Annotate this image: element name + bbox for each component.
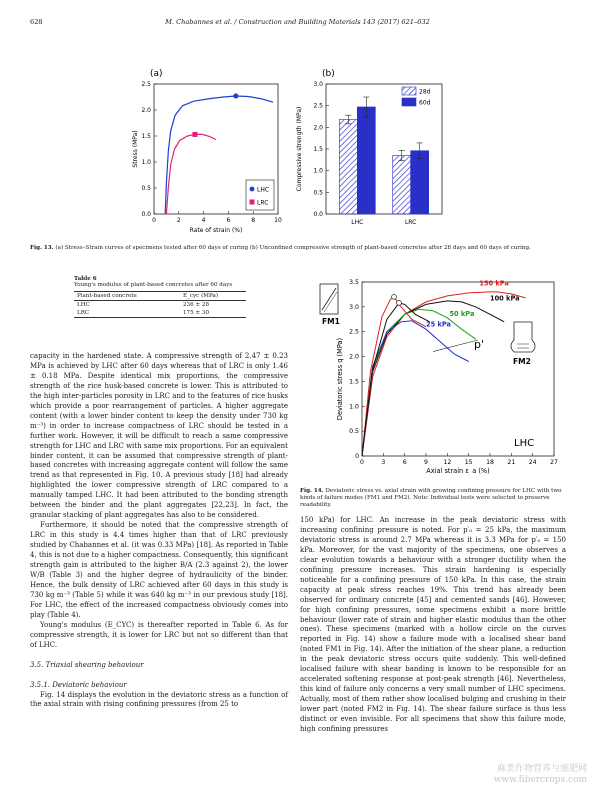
panel-label-b: (b)	[322, 69, 335, 79]
x-tick-label: 6	[226, 217, 231, 224]
y-tick-label: 2.0	[141, 107, 151, 114]
table-row	[74, 309, 246, 318]
figure-13a-stress-strain-chart	[128, 64, 290, 242]
table-row	[74, 301, 246, 310]
figure-14-deviatoric-chart	[318, 278, 564, 474]
x-tick-label: 21	[507, 459, 516, 466]
y-tick-label: 3.0	[313, 81, 323, 88]
legend-label: LHC	[257, 186, 270, 194]
lhc-panel-label: LHC	[514, 438, 535, 449]
fm1-label: FM1	[322, 317, 340, 326]
x-tick-label: 6	[402, 459, 407, 466]
x-tick-label: 3	[381, 459, 386, 466]
y-tick-label: 2.5	[141, 81, 151, 88]
right-text-column	[300, 516, 566, 735]
x-tick-label: 10	[274, 217, 282, 224]
y-tick-label: 2.0	[349, 353, 359, 361]
section-heading: 3.5. Triaxial shearing behaviour	[30, 660, 144, 669]
page-number: 628	[30, 18, 43, 26]
series-line-lrc	[166, 134, 216, 214]
paragraph: capacity in the hardened state. A compressive strength of 2.47 ± 0.23 MPa is achieved by LHC after 60 days whereas that of LRC is only 1.46 ± 0.18 MPa. Despite identical mix proportions, the compressive strength of the rice husk-based concrete is lower. This is attributed to the high inter-particles porosity in LRC and to the features of rice husks which provide a poor rearrangement of particles. A higher aggregate content (with a lower binder content to keep the density under 730 kg m⁻³) in order to increase compactness of LRC should be tested in a further work. However, it will be difficult to reach a same compressive strength for LHC and LRC with same mix proportions. For an equivalent binder content, it can be assumed that compressive strength of plant-based concretes with increasing aggregate content will follow the same trend as that represented in Fig. 10. A previous study [18] had already highlighted the lower compressive strength of LRC compared to a manually tamped LHC. It had been attributed to the bonding strength between the binder and the plant aggregates [22,23]. In fact, the granular stacking of plant aggregates has also to be considered.	[30, 352, 288, 520]
table-6	[74, 276, 246, 318]
x-tick-label: 0	[360, 459, 364, 466]
y-tick-label: 1.0	[141, 159, 151, 166]
journal-reference: M. Chabannes et al. / Construction and Building Materials 143 (2017) 621–632	[165, 18, 430, 26]
legend-marker	[250, 200, 255, 205]
watermark-line-2: www.fibercrops.com	[493, 775, 587, 785]
hollow-circle-marker	[397, 300, 402, 305]
legend-label: 60d	[419, 99, 431, 107]
y-tick-label: 0.5	[141, 185, 151, 192]
figure-13-caption-text: (a) Stress–Strain curves of specimens tested after 60 days of curing (b) Unconfined compressive strength of plant-based concretes after 28 days and 60 days of curing.	[55, 245, 531, 251]
x-tick-label: 8	[251, 217, 256, 224]
y-tick-label: 1.5	[349, 378, 359, 386]
y-tick-label: 0	[355, 453, 359, 460]
pressure-label: 150 kPa	[479, 279, 509, 288]
x-tick-label: 24	[528, 459, 537, 466]
fm2-specimen-icon	[511, 322, 535, 352]
x-tick-label: 0	[152, 217, 156, 224]
pressure-label: 50 kPa	[449, 309, 475, 318]
paragraph: 150 kPa) for LHC. An increase in the peak deviatoric stress with increasing confining pressure is noted. For p′₀ = 25 kPa, the maximum deviatoric stress is around 2.7 MPa whereas it is 3.3 MPa for p′₀ = 150 kPa. Moreover, for the vast majority of the specimens, one observes a clear evolution towards a behaviour with a stronger ductility when the confining pressure increases. This strain hardening is especially noticeable for a confining pressure of 150 kPa. In this case, the strain capacity at peak stress reaches 19%. This trend has already been observed for ordinary concrete [45] and cemented sands [46]. However, for high confining pressures, some specimens exhibit a more brittle behaviour (lower rate of strain and higher elastic modulus than the other ones). These specimens (marked with a hollow circle on the curves reported in Fig. 14) show a failure mode with a localised shear band (noted FM1 in Fig. 14). After the initiation of the shear plane, a reduction in the peak deviatoric stress occurs quite suddenly. This well-defined localised failure with shear banding is known to be responsible for an accelerated softening response at post-peak strength [46]. Nevertheless, this kind of failure only concerns a very small number of LHC specimens. Actually, most of them rather show localised bulging and crushing in their lower part (noted FM2 in Fig. 14). The shear failure surface is thus less distinct or even invisible. For all specimens that show this failure mode, high confining pressures	[300, 516, 566, 734]
x-axis-label: Rate of strain (%)	[189, 227, 243, 234]
subsection-heading: 3.5.1. Deviatoric behaviour	[30, 680, 127, 689]
y-tick-label: 3.5	[349, 279, 359, 286]
hollow-circle-marker	[392, 295, 397, 300]
x-tick-label: 18	[486, 459, 494, 466]
y-axis-label: Compressive strength (MPa)	[296, 106, 303, 192]
y-tick-label: 2.5	[313, 102, 323, 110]
page-header	[30, 18, 565, 28]
bar-60d-lrc	[411, 151, 429, 214]
y-tick-label: 0.0	[313, 211, 323, 218]
figure-14-caption-label: Fig. 14.	[300, 488, 324, 494]
figure-13b-compressive-strength-chart	[292, 64, 454, 242]
y-tick-label: 1.5	[313, 146, 323, 153]
x-tick-label: 2	[176, 217, 181, 224]
fm1-specimen-icon	[320, 284, 338, 314]
table-cell: LHC	[77, 302, 90, 308]
pressure-label: 100 kPa	[490, 294, 520, 303]
table-cell: 236 ± 28	[182, 302, 210, 308]
legend-label: 28d	[419, 88, 431, 96]
bar-28d-lhc	[339, 120, 357, 214]
y-axis-label: Stress (MPa)	[132, 130, 139, 168]
y-axis-label: Deviatoric stress q (MPa)	[336, 337, 344, 421]
fm2-label: FM2	[513, 357, 531, 366]
table-cell: 175 ± 30	[180, 309, 246, 318]
y-tick-label: 2.5	[349, 328, 359, 336]
legend-swatch	[402, 87, 416, 95]
bar-28d-lrc	[393, 156, 411, 215]
peak-marker-lrc	[192, 132, 197, 137]
figure-13-caption	[30, 245, 565, 252]
pressure-label: 25 kPa	[426, 320, 451, 329]
table-6-title: Table 6	[74, 276, 97, 282]
watermark	[494, 764, 587, 786]
figure-14-caption	[300, 488, 565, 509]
p-prime-label: p'	[474, 338, 485, 351]
x-category-label: LRC	[404, 219, 417, 226]
plot-frame	[362, 282, 554, 456]
x-tick-label: 4	[201, 217, 206, 224]
y-tick-label: 0.0	[141, 211, 151, 218]
y-tick-label: 1.5	[141, 133, 151, 140]
x-category-label: LHC	[351, 219, 364, 226]
table-6-subtitle: Young's modulus of plant-based concretes after 60 days	[74, 282, 233, 288]
y-tick-label: 0.5	[313, 189, 323, 197]
figure-14-caption-text: Deviatoric stress vs. axial strain with growing confining pressure for LHC with two kinds of failure modes (FM1 and FM2). Note: Individual tests were selected to preserve readability.	[300, 488, 562, 508]
paragraph: Young's modulus (E_CYC) is thereafter reported in Table 6. As for compressive strength, it is lower for LRC but not so different than that of LHC.	[30, 620, 288, 649]
table-6-header-concrete: Plant-based concrete	[74, 292, 180, 301]
x-tick-label: 27	[550, 459, 558, 466]
y-tick-label: 1.0	[349, 403, 359, 411]
y-tick-label: 0.5	[349, 428, 359, 436]
left-text-column	[30, 352, 288, 710]
table-cell: LRC	[74, 309, 180, 318]
legend-marker	[250, 187, 255, 192]
peak-marker-lhc	[233, 93, 238, 98]
series-line	[362, 321, 469, 456]
bar-60d-lhc	[357, 107, 375, 214]
x-tick-label: 12	[443, 459, 452, 466]
y-tick-label: 2.0	[313, 124, 323, 132]
figure-13-caption-label: Fig. 13.	[30, 245, 54, 251]
panel-label-a: (a)	[150, 69, 163, 79]
table-6-header-modulus: E_cyc (MPa)	[180, 292, 246, 301]
watermark-line-1: 麻类作物营养与施肥网	[496, 764, 587, 774]
x-tick-label: 15	[464, 459, 473, 466]
y-tick-label: 1.0	[313, 167, 323, 175]
x-axis-label: Axial strain ε_a (%)	[426, 467, 490, 474]
y-tick-label: 3.0	[349, 303, 359, 311]
legend-label: LRC	[257, 199, 269, 207]
paragraph: Fig. 14 displays the evolution in the deviatoric stress as a function of the axial strain with rising confining pressures (from 25 to	[30, 690, 288, 709]
x-tick-label: 9	[424, 459, 428, 466]
paragraph: Furthermore, it should be noted that the compressive strength of LRC in this study is 4.4 times higher than that of LRC previously studied by Chabannes et al. (it was 0.33 MPa) [18]. As reported in Table 4, this is not due to a higher compactness. Consequently, this significant strength gain is attributed to the higher B/A (2.3 against 2), the lower W/B (Table 3) and the higher degree of hydraulicity of the binder. Hence, the bulk density of LRC achieved after 60 days in this study is 730 kg m⁻³ (Table 5) while it was 640 kg m⁻³ in our previous study [18]. For LHC, the effect of the increased compactness obviously comes into play (Table 4).	[30, 521, 288, 619]
legend-swatch	[402, 98, 416, 106]
